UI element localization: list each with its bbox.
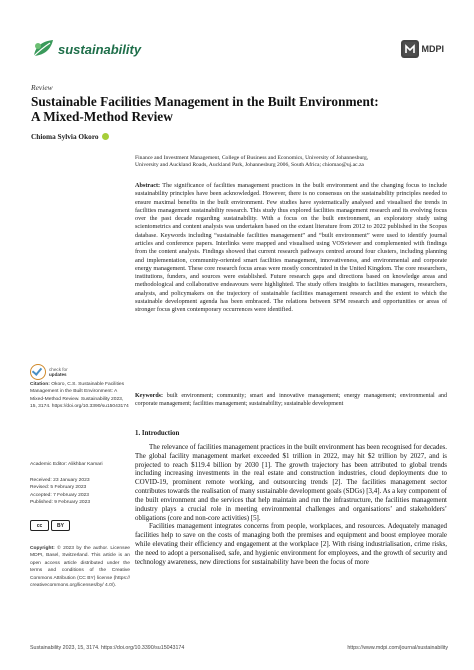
page-footer (30, 645, 448, 651)
author-name: Chioma Sylvia Okoro (31, 132, 99, 141)
mdpi-logo-icon (401, 40, 419, 58)
abstract (135, 182, 447, 315)
footer-citation[interactable]: Sustainability 2023, 15, 3174. https://doi.org/10.3390/su15043174 (30, 645, 185, 651)
keywords (135, 392, 447, 409)
cc-license-badge[interactable] (30, 520, 70, 531)
copyright-label: Copyright: (30, 546, 55, 551)
publisher-name: MDPI (421, 44, 444, 54)
check-updates-line-2: updates (49, 372, 67, 377)
academic-editor: Academic Editor: Alikhbar Kamari (30, 462, 103, 467)
cc-icon: cc (30, 520, 49, 531)
article-title (31, 94, 451, 124)
accepted-date: Accepted: 7 February 2023 (30, 492, 89, 498)
check-updates-icon (30, 364, 46, 380)
copyright-text: © 2023 by the author. Licensee MDPI, Basel, Switzerland. This article is an open access article distributed under the terms and conditions of the Creative Commons Attribution (CC BY) license (https:// creativecommons.org/licenses/by/ 4.0/). (30, 546, 131, 589)
citation-label: Citation: (30, 382, 50, 387)
title-line-2: A Mixed-Method Review (31, 109, 173, 124)
citation-text: Okoro, C.S. Sustainable Facilities Management in the Built Environment: A Mixed-Method Review. Sustainability 2023, 15, 3174. https://doi.org/10.3390/su15043174 (30, 382, 129, 410)
affiliation (135, 155, 447, 170)
published-date: Published: 9 February 2023 (30, 500, 91, 506)
publication-dates (30, 477, 130, 507)
intro-paragraph-2: Facilities management integrates concerns from people, workplaces, and resources. Adequately managed facilities help to save on the costs of managing both the premises and equipment and boost employee morale while elevating their efficiency and engagement at the workplace [2]. With rising industrialisation, crime risks, the need to adopt a personalised, safe, and hygienic environment for employees, and the growth of security and technology awareness, new directions for sustainability have been the focus of more (135, 522, 447, 566)
check-updates-line-1: check for (49, 366, 68, 372)
orcid-icon[interactable] (102, 133, 109, 140)
received-date: Received: 23 January 2023 (30, 478, 90, 483)
citation (30, 381, 130, 411)
affiliation-line-1: Finance and Investment Management, College of Business and Economics, University of Johannesburg, (135, 155, 369, 161)
journal-logo-icon (31, 38, 55, 60)
keywords-text: built environment; community; smart and innovative management; energy management; environmental and corporate management; facilities management; sustainability; sustainable development (135, 393, 447, 408)
journal-name[interactable]: sustainability (58, 42, 142, 57)
footer-journal-link[interactable]: https://www.mdpi.com/journal/sustainability (347, 645, 448, 651)
by-icon: BY (51, 520, 70, 531)
check-for-updates-button[interactable] (30, 364, 68, 380)
section-title: 1. Introduction (135, 430, 180, 437)
introduction-body (135, 443, 447, 566)
article-type: Review (31, 83, 53, 92)
title-line-1: Sustainable Facilities Management in the Built Environment: (31, 94, 379, 109)
author (31, 132, 109, 141)
check-updates-label (49, 367, 68, 378)
keywords-label: Keywords: (135, 393, 163, 399)
publisher-logo[interactable] (401, 40, 445, 58)
abstract-label: Abstract: (135, 182, 161, 189)
affiliation-line-2: University and Auckland Roads, Auckland Park, Johannesburg 2006, South Africa; chiomao@uj.ac.za (135, 162, 364, 169)
copyright (30, 545, 130, 589)
revised-date: Revised: 5 February 2023 (30, 485, 87, 491)
abstract-text: The significance of facilities management practices in the built environment and the changing focus to include sustainability principles have been acknowledged. However, there is no consensus on the sustainability principles needed to ensure maximal benefits in the built environment. Few studies have systematically analysed and visualised the trends in facilities management sustainability research. This study thus explored facilities management research and its evolving focus over the past decade regarding sustainability. With a focus on the built environment, an exploratory study using scientometrics and content analysis was undertaken based on the extant literature from 2012 to 2022 published in the Scopus database. Keywords including “sustainable facilities management” and “built environment” were used to identify journal articles and conference papers. Interlinks were mapped and visualised using VOSviewer and complemented with findings from the content analysis. Findings showed that current research pathways centred around four clusters, including planning and implementation, community-oriented smart facilities management, innovativeness, and environmental and corporate energy management. These core research focus areas were mostly concentrated in the United Kingdom. The core researchers, institutions, funders, and sources were established. Future research gaps and directions based on knowledge areas and methodological and collaborative endeavours were highlighted. The study offers insights to facilities managers, researchers, analysts, and policymakers on the trajectory of sustainable facilities management research and the extent to which the sustainable development agenda has been embraced. The relations between SFM research and opportunities or areas of stronger focus given contemporary occurrences were identified. (135, 182, 448, 314)
intro-paragraph-1: The relevance of facilities management practices in the built environment has been recognised for decades. The global facility management market exceeded $1 trillion in 2022, may hit $2 trillion by 2027, and is projected to reach $119.4 billion by 2030 [1]. The growth trajectory has been attributed to global trends including increasing investments in the real estate and construction industries, cloud deployments due to COVID-19, prominent remote working, and outsourcing trends [2]. The facilities management sector contributes towards the realisation of many sustainable development goals (SDGs) [3,4]. As a key component of the built environment and the services that help maintain and run the infrastructure, the facilities management industry plays a crucial role in meeting environmental challenges and organisations’ and stakeholders’ obligations (core and non-core activities) [5]. (135, 443, 447, 522)
